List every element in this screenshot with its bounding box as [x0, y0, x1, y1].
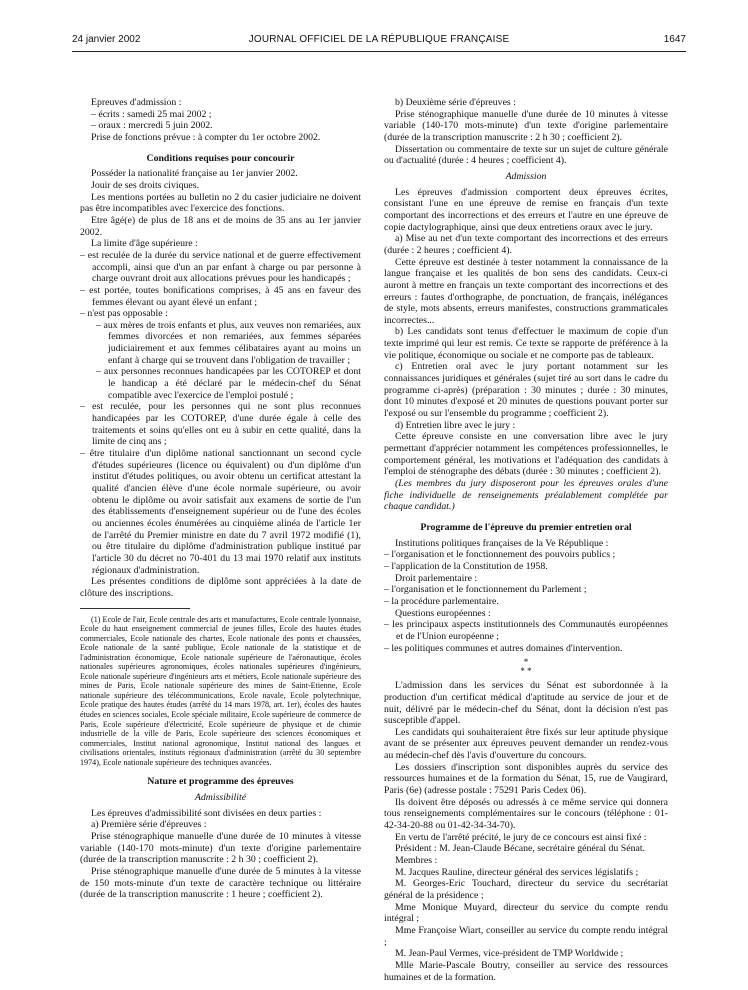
- asterism-top: *: [523, 657, 529, 668]
- section-heading: Nature et programme des épreuves: [147, 776, 294, 788]
- list-item: – l'application de la Constitution de 1958.: [384, 560, 548, 572]
- paragraph: Dissertation ou commentaire de texte sur un sujet de culture générale ou d'actualité (durée : 4 heures ; coefficient 4).: [384, 143, 668, 167]
- footnote-rule: [80, 608, 190, 609]
- paragraph: Etre âgé(e) de plus de 18 ans et de moins de 35 ans au 1er janvier 2002.: [80, 214, 361, 238]
- list-item: – les politiques communes et autres domaines d'intervention.: [384, 642, 623, 654]
- paragraph: Mme Monique Muyard, directeur du service du compte rendu intégral ;: [384, 901, 668, 925]
- subsection-heading: Admissibilité: [194, 791, 247, 803]
- paragraph: Questions européennes :: [395, 607, 491, 619]
- paragraph: En vertu de l'arrêté précité, le jury de ce concours est ainsi fixé :: [395, 831, 647, 843]
- paragraph: a) Première série d'épreuves :: [91, 819, 207, 831]
- list-item: – être titulaire d'un diplôme national sanctionnant un second cycle d'études supérieures (licence ou équivalent) ou d'un diplôme d'un institut d'études politiques, ou avoir obtenu un certificat attestant la qualité d'ancien élève d'une école normale supérieure, ou avoir obtenu le diplôme ou avoir satisfait aux examens de sortie de l'un des établissements d'enseignement supérieur ou de l'une des écoles ou anciennes écoles énumérées au cinquième alinéa de l'article 1er de l'arrêté du Premier ministre en date du 7 avril 1972 modifié (1), ou être titulaire du diplôme d'administration publique institué par l'article 30 du décret no 70-401 du 13 mai 1970 relatif aux instituts régionaux d'administration.: [80, 448, 361, 576]
- section-heading: Conditions requises pour concourir: [146, 152, 295, 164]
- paragraph: M. Jacques Rauline, directeur général des services législatifs ;: [395, 866, 639, 878]
- header-date: 24 janvier 2002: [72, 34, 141, 45]
- paragraph: Epreuves d'admission :: [91, 97, 182, 108]
- paragraph: Institutions politiques françaises de la Ve République :: [395, 537, 609, 549]
- subsection-heading: Admission: [505, 170, 547, 182]
- list-item: – est reculée de la durée du service national et de guerre effectivement accompli, ainsi que d'un an par enfant à charge ou par personne à charge ouvrant droit aux allocations prévues pour les handicapés ;: [80, 249, 361, 285]
- paragraph: – écrits : samedi 25 mai 2002 ;: [91, 108, 212, 120]
- paragraph: M. Jean-Paul Vermes, vice-président de TMP Worldwide ;: [395, 948, 624, 960]
- list-item: – les principaux aspects institutionnels des Communautés européennes et de l'Union européenne ;: [384, 619, 668, 642]
- paragraph: Membres :: [395, 855, 438, 867]
- paragraph: Les présentes conditions de diplôme sont appréciées à la date de clôture des inscriptions.: [80, 576, 361, 599]
- footnote: (1) Ecole de l'air, Ecole centrale des arts et manufactures, Ecole centrale lyonnaise, Ecole du haut enseignement commercial de jeunes filles, Ecole des hautes études commerciales, Ecole nationale des chartes, Ecole nationale des ponts et chaussées, Ecole nationale de la santé publique, Ecole nationale de la statistique et de l'administration économique, Ecole nationale supérieure de l'aéronautique, écoles nationales supérieures agronomiques, écoles nationales supérieures d'ingénieurs, Ecole nationale supérieure d'ingénieurs arts et métiers, Ecole nationale supérieure des mines de Paris, Ecole nationale supérieure des mines de Saint-Etienne, Ecole nationale supérieure des télécommunications, Ecole navale, Ecole polytechnique, Ecole pratique des hautes études (arrêté du 14 mars 1978, art. 1er), écoles des hautes études en sciences sociales, Ecole spéciale militaire, Ecole supérieure de commerce de Paris, Ecole supérieure d'électricité, Ecole supérieure de physique et de chimie industrielle de la ville de Paris, Ecole supérieure des sciences économiques et commerciales, Institut national agronomique, Institut national des langues et civilisations orientales, instituts régionaux d'administration (arrêté du 30 septembre 1974), Ecole nationale supérieure des techniques avancées.: [80, 614, 361, 767]
- right-column: [384, 97, 668, 983]
- paragraph: Posséder la nationalité française au 1er janvier 2002.: [91, 168, 298, 180]
- paragraph: Cette épreuve est destinée à tester notamment la connaissance de la langue française et les qualités de bon sens des candidats. Ceux-ci auront à mettre en français un texte comportant des incorrections et des erreurs : fautes d'orthographe, de ponctuation, de français, inélégances de style, mots absents, erreurs manifestes, constructions grammaticales incorrectes...: [384, 256, 668, 326]
- paragraph: Les épreuves d'admissibilité sont divisées en deux parties :: [91, 807, 322, 819]
- paragraph: M. Georges-Eric Touchard, directeur du service du secrétariat général de la présidence ;: [384, 878, 668, 901]
- header-page-number: 1647: [663, 34, 686, 45]
- list-item: – est reculée, pour les personnes qui ne sont plus reconnues handicapées par les COTOREP, d'une durée égale à celle des traitements et soins qu'elles ont eu à subir en cette qualité, dans la limite de cinq ans ;: [80, 401, 361, 448]
- paragraph: c) Entretien oral avec le jury portant notamment sur les connaissances juridiques et générales (sujet tiré au sort dans le cadre du programme ci-après) (préparation : 30 minutes ; durée : 30 minutes, dont 10 minutes d'exposé et 20 minutes de questions pouvant porter sur l'exposé ou sur l'ensemble du programme ; coefficient 2).: [384, 361, 668, 420]
- paragraph: d) Entretien libre avec le jury :: [395, 419, 516, 431]
- paragraph: L'admission dans les services du Sénat est subordonnée à la production d'un certificat médical d'aptitude au service de jour et de nuit, délivré par le médecin-chef du Sénat, dont la décision n'est pas susceptible d'appel.: [384, 680, 668, 727]
- paragraph: Les épreuves d'admission comportent deux épreuves écrites, consistant l'une en une épreuve de remise en français d'un texte comportant des incorrections et des erreurs et l'autre en une épreuve de copie dactylographique, ainsi que deux entretiens oraux avec le jury.: [384, 186, 668, 233]
- paragraph: Les dossiers d'inscription sont disponibles auprès du service des ressources humaines et de la formation du Sénat, 15, rue de Vaugirard, Paris (6e) (adresse postale : 75291 Paris Cedex 06).: [384, 761, 668, 797]
- paragraph: Jouir de ses droits civiques.: [91, 179, 200, 191]
- header-rule: [72, 51, 686, 52]
- paragraph: Prise sténographique manuelle d'une durée de 5 minutes à la vitesse de 150 mots-minute d'un texte de caractère technique ou littéraire (durée de la transcription manuscrite : 1 heure ; coefficient 2).: [80, 865, 361, 901]
- paragraph: Prise sténographique manuelle d'une durée de 10 minutes à vitesse variable (140-170 mots-minute) d'un texte d'origine parlementaire (durée de la transcription manuscrite : 2 h 30 ; coefficient 2).: [384, 108, 668, 143]
- paragraph: Prise de fonctions prévue : à compter du 1er octobre 2002.: [91, 131, 321, 143]
- paragraph: Prise sténographique manuelle d'une durée de 10 minutes à vitesse variable (140-170 mots-minute) d'un texte d'origine parlementaire (durée de la transcription manuscrite : 2 h 30 ; coefficient 2).: [80, 830, 361, 866]
- paragraph: Mme Françoise Wiart, conseiller au service du compte rendu intégral ;: [384, 924, 668, 948]
- paragraph: Président : M. Jean-Claude Bécane, secrétaire général du Sénat.: [395, 843, 645, 855]
- paragraph: Cette épreuve consiste en une conversation libre avec le jury permettant d'apprécier notamment les compétences professionnelles, le comportement général, les motivations et l'adéquation des candidats à l'emploi de sténographe des débats (durée : 30 minutes ; coefficient 2).: [384, 431, 668, 478]
- list-item: – est portée, toutes bonifications comprises, à 45 ans en faveur des femmes élevant ou ayant élevé un enfant ;: [80, 284, 361, 308]
- paragraph: Les candidats qui souhaiteraient être fixés sur leur aptitude physique avant de se présenter aux épreuves peuvent demander un rendez-vous au médecin-chef dès l'avis d'ouverture du concours.: [384, 726, 668, 762]
- header-title: JOURNAL OFFICIEL DE LA RÉPUBLIQUE FRANÇAISE: [248, 34, 510, 45]
- paragraph: a) Mise au net d'un texte comportant des incorrections et des erreurs (durée : 2 heures ; coefficient 4).: [384, 233, 668, 256]
- paragraph: Mlle Marie-Pascale Boutry, conseiller au service des ressources humaines et de la formation.: [384, 959, 668, 983]
- list-item: – l'organisation et le fonctionnement du Parlement ;: [384, 584, 587, 596]
- page-header: [72, 34, 686, 50]
- list-item: – l'organisation et le fonctionnement des pouvoirs publics ;: [384, 549, 616, 561]
- list-item: – la procédure parlementaire.: [384, 595, 499, 607]
- paragraph-note: (Les membres du jury disposeront pour les épreuves orales d'une fiche individuelle de renseignements préalablement complétée par chaque candidat.): [384, 478, 668, 513]
- left-column: [80, 97, 361, 901]
- list-item: – n'est pas opposable :: [80, 308, 168, 320]
- paragraph: b) Deuxième série d'épreuves :: [395, 97, 516, 108]
- paragraph: La limite d'âge supérieure :: [91, 238, 198, 250]
- list-item: – aux mères de trois enfants et plus, aux veuves non remariées, aux femmes divorcées et non remariées, aux femmes séparées judiciairement et aux femmes célibataires ayant au moins un enfant à charge qui se trouvent dans l'obligation de travailler ;: [96, 319, 361, 366]
- asterism-bottom: * *: [520, 666, 532, 677]
- paragraph: Les mentions portées au bulletin no 2 du casier judiciaire ne doivent pas être incompatibles avec l'exercice des fonctions.: [80, 191, 361, 215]
- paragraph: – oraux : mercredi 5 juin 2002.: [91, 120, 213, 132]
- paragraph: b) Les candidats sont tenus d'effectuer le maximum de copie d'un texte imprimé qui leur est remis. Ce texte se rapporte de préférence à la vie politique, économique ou sociale et ne comporte pas de tableaux.: [384, 326, 668, 361]
- list-item: – aux personnes reconnues handicapées par les COTOREP et dont le handicap a été déclaré par le médecin-chef du Sénat compatible avec l'exercice de l'emploi postulé ;: [96, 366, 361, 401]
- paragraph: Ils doivent être déposés ou adressés à ce même service qui donnera tous renseignements complémentaires sur le concours (téléphone : 01-42-34-20-88 ou 01-42-34-34-70).: [384, 796, 668, 832]
- section-heading: Programme de l'épreuve du premier entretien oral: [420, 521, 632, 533]
- paragraph: Droit parlementaire :: [395, 572, 478, 584]
